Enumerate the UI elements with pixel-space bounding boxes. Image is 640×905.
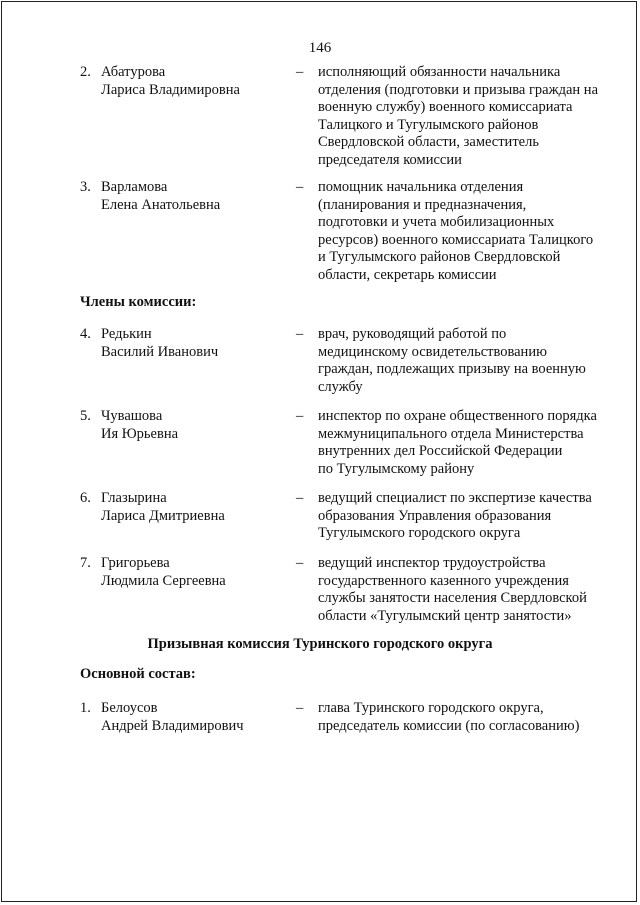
given-names: Лариса Владимировна [101,81,240,98]
desc-line: ведущий инспектор трудоустройства [318,555,546,571]
main-composition-heading: Основной состав: [80,666,196,682]
desc-line: граждан, подлежащих призыву на военную [318,361,586,377]
desc-line: ресурсов) военного комиссариата Талицкого [318,231,594,248]
dash: – [296,326,304,342]
dash: – [296,408,304,424]
desc-line: медицинскому освидетельствованию [318,343,547,360]
position-description [318,408,618,478]
desc-line: Тугулымского городского округа [318,525,521,541]
desc-line: отделения (подготовки и призыва граждан на [318,81,599,98]
item-number: 7. [80,555,91,571]
commission-heading: Призывная комиссия Туринского городского округа [147,636,493,652]
desc-line: председатель комиссии (по согласованию) [318,717,580,734]
dash: – [296,64,304,80]
desc-line: ведущий специалист по экспертизе качества [318,490,592,506]
position-description [318,490,618,543]
item-number: 3. [80,179,91,195]
position-description [318,555,618,625]
desc-line: военную службу) военного комиссариата [318,99,573,115]
item-number: 6. [80,490,91,506]
given-names: Лариса Дмитриевна [101,507,225,524]
person-name [101,64,281,99]
desc-line: области, секретарь комиссии [318,266,497,283]
item-number: 4. [80,326,91,342]
desc-line: Талицкого и Тугулымского районов [318,116,539,133]
given-names: Людмила Сергеевна [101,572,226,589]
dash: – [296,490,304,506]
person-name [101,326,281,361]
person-name [101,700,281,735]
position-description [318,179,618,284]
desc-line: Свердловской области, заместитель [318,134,539,150]
given-names: Елена Анатольевна [101,196,221,213]
position-description [318,700,618,735]
item-number: 1. [80,700,91,716]
desc-line: межмуниципального отдела Министерства [318,425,584,442]
given-names: Ия Юрьевна [101,425,179,442]
desc-line: инспектор по охране общественного порядка [318,408,597,424]
desc-line: глава Туринского городского округа, [318,700,544,716]
surname: Григорьева [101,555,170,571]
surname: Глазырина [101,490,167,506]
desc-line: по Тугулымскому району [318,460,475,477]
desc-line: помощник начальника отделения [318,179,524,195]
surname: Белоусов [101,700,158,716]
position-description [318,64,618,169]
desc-line: службы занятости населения Свердловской [318,590,587,606]
person-name [101,490,281,525]
surname: Абатурова [101,64,166,80]
dash: – [296,555,304,571]
desc-line: образования Управления образования [318,507,552,524]
desc-line: (планирования и предназначения, [318,196,527,213]
item-number: 2. [80,64,91,80]
desc-line: службу [318,378,363,395]
given-names: Андрей Владимирович [101,717,244,734]
person-name [101,555,281,590]
person-name [101,408,281,443]
desc-line: подготовки и учета мобилизационных [318,214,555,230]
desc-line: врач, руководящий работой по [318,326,507,342]
surname: Редькин [101,326,152,342]
members-heading: Члены комиссии: [80,294,197,310]
desc-line: государственного казенного учреждения [318,572,569,589]
dash: – [296,179,304,195]
position-description [318,326,618,396]
item-number: 5. [80,408,91,424]
surname: Чувашова [101,408,163,424]
desc-line: исполняющий обязанности начальника [318,64,561,80]
desc-line: и Тугулымского районов Свердловской [318,249,561,265]
surname: Варламова [101,179,168,195]
desc-line: внутренних дел Российской Федерации [318,443,563,459]
page-number: 146 [308,40,332,56]
given-names: Василий Иванович [101,343,219,360]
dash: – [296,700,304,716]
desc-line: председателя комиссии [318,151,462,168]
person-name [101,179,281,214]
desc-line: области «Тугулымский центр занятости» [318,607,572,624]
